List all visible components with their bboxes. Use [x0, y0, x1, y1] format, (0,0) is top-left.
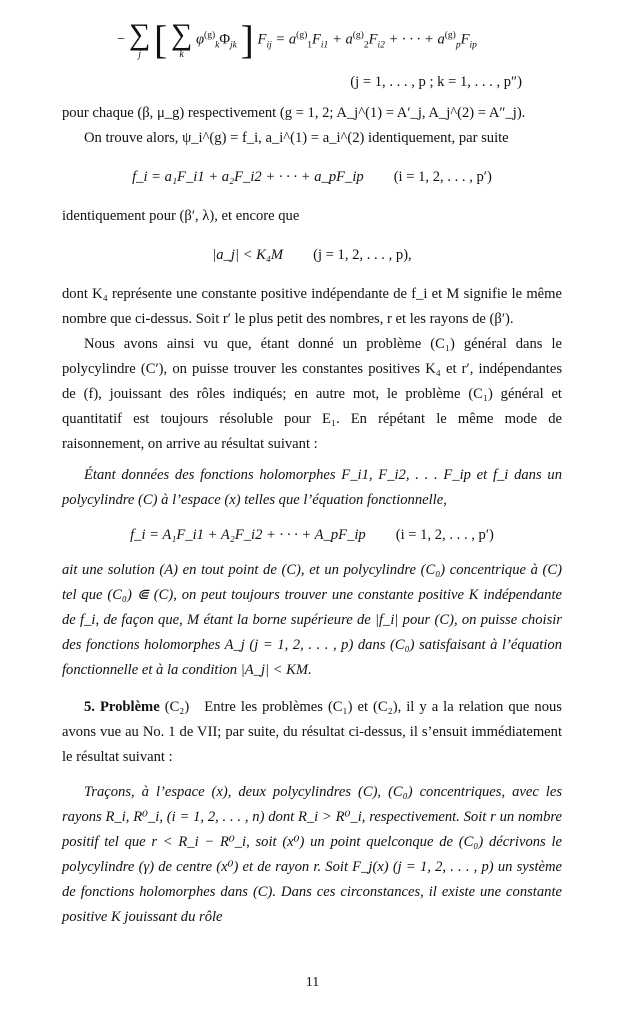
equation-aj: |a_j| < K₄M (j = 1, 2, . . . , p),	[212, 247, 412, 263]
equation-fi: f_i = a₁F_i1 + a₂F_i2 + · · · + a_pF_ip (i = 1, 2, . . . , p′)	[132, 169, 492, 185]
paragraph-nous-avons: Nous avons ainsi vu que, étant donné un problème (C₁) général dans le polycylindre (C′), on puisse trouver les constantes positives K₄ et r′, indépendantes de (f), jouissant des rôles indiqués; en autre mot, le problème (C₁) général et quantitatif est toujours résoluble pour E₁. En répétant le même mode de raisonnement, on arrive au résultat suivant :	[62, 336, 562, 452]
theorem-1-intro: Étant données des fonctions holomorphes F_i1, F_i2, . . . F_ip et f_i dans un polycylindre (C) à l’espace (x) telles que l’équation fonctionnelle,	[62, 467, 562, 508]
line-identiquement: identiquement pour (β′, λ), et encore que	[62, 208, 300, 224]
section-number: 5.	[84, 699, 95, 715]
close-bracket: ]	[240, 17, 254, 62]
page-body	[62, 17, 562, 930]
theorem-1-body: ait une solution (A) en tout point de (C), et un polycylindre (C₀) concentrique à (C) tel que (C₀) ⋐ (C), on peut toujours trouver une constante positive K indépendante de f_i, de façon que, M étant la borne supérieure de |f_i| pour (C), on puisse choisir des fonctions holomorphes A_j (j = 1, 2, . . . , p) dans (C₀) satisfaisant à l’équation fonctionnelle et à la condition |A_j| < KM.	[62, 562, 562, 678]
theorem-2: Traçons, à l’espace (x), deux polycylindres (C), (C₀) concentriques, avec les rayons R_i, R⁰_i, (i = 1, 2, . . . , n) dont R_i > R⁰_i, respectivement. Soit r un nombre positif tel que r < R_i − R⁰_i, soit (x⁰) un point quelconque de (C₀) décrivons le polycylindre (γ) de centre (x⁰) et de rayon r. Soit F_j(x) (j = 1, 2, . . . , p) un système de fonctions holomorphes dans (C). Dans ces circonstances, il existe une constante positive K jouissant du rôle	[62, 784, 562, 925]
equation-Ai: f_i = A₁F_i1 + A₂F_i2 + · · · + A_pF_ip (i = 1, 2, . . . , p′)	[130, 527, 494, 543]
equation-top-range: (j = 1, . . . , p ; k = 1, . . . , p″)	[350, 74, 522, 90]
section-paragraph: Entre les problèmes (C₁) et (C₂), il y a la relation que nous avons vue au No. 1 de VII; par suite, du résultat ci-dessus, il s’ensuit immédiatement le résultat suivant :	[62, 699, 562, 765]
section-5	[62, 695, 562, 770]
minus-sign: −	[117, 31, 126, 48]
page-number: 11	[305, 975, 320, 990]
paragraph-dont: dont K₄ représente une constante positive indépendante de f_i et M signifie le même nombre que ci-dessus. Soit r′ le plus petit des nombres, r et les rayons de (β′).	[62, 286, 562, 327]
equation-top: − ∑ j [ ∑ k $\varphi^{(g)}_k\Phi_{jk}$ ] $F_{ij} = a^{(g)}_1F_{i1} + a^{(g)}_2F_{i2}$ + · · · + $a^{(g)}_pF_{ip}$	[117, 17, 477, 62]
sum-k: ∑ k	[170, 18, 193, 60]
sum-j: ∑ j	[128, 18, 151, 60]
section-tag: (C₂)	[164, 699, 190, 715]
open-bracket: [	[153, 17, 168, 62]
section-title: Problème	[99, 699, 160, 715]
line-on-trouve: On trouve alors, ψ_i^(g) = f_i, a_i^(1) = a_i^(2) identiquement, par suite	[84, 130, 509, 146]
line-pour-chaque: pour chaque (β, μ_g) respectivement (g = 1, 2; A_j^(1) = A′_j, A_j^(2) = A″_j).	[62, 105, 526, 121]
